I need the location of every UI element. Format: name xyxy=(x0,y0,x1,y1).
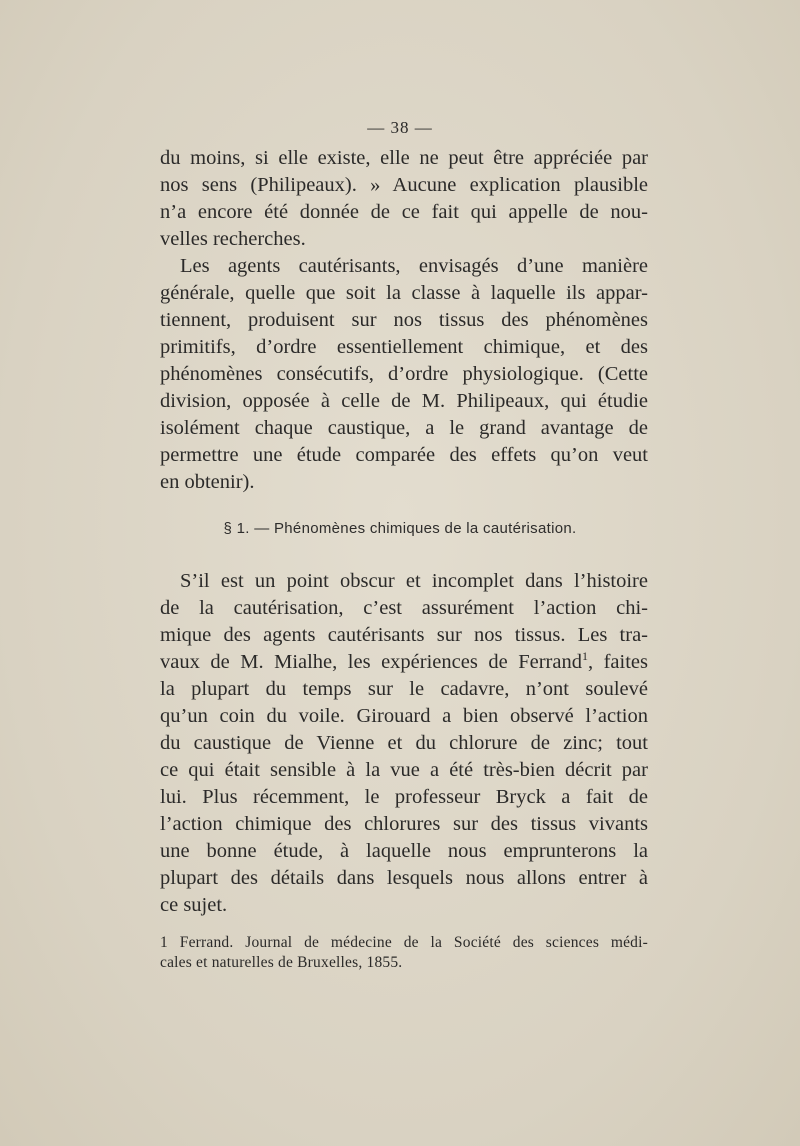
section-heading: § 1. — Phénomènes chimiques de la cautérisation. xyxy=(223,520,577,537)
footnote-text: Ferrand. Journal de médecine de la Société des sciences médi- xyxy=(179,934,649,951)
footnote-marker: 1 xyxy=(160,934,168,951)
page-number: — 38 — xyxy=(367,118,433,137)
text-line: la plupart du temps sur le cadavre, n’ont soulevé xyxy=(160,678,648,700)
text-line: nos sens (Philipeaux). » Aucune explication plausible xyxy=(160,174,648,196)
text-line: isolément chaque caustique, a le grand avantage de xyxy=(160,417,648,439)
paragraph-continuation xyxy=(160,145,648,253)
text-line: ce sujet. xyxy=(160,894,228,916)
text-line: velles recherches. xyxy=(160,228,306,250)
text-line: en obtenir). xyxy=(160,471,255,493)
text-line: une bonne étude, à laquelle nous emprunterons la xyxy=(160,840,648,862)
footnote-reference[interactable]: 1 xyxy=(581,649,588,664)
text-line-with-footnote xyxy=(160,649,648,676)
text-line: qu’un coin du voile. Girouard a bien observé l’action xyxy=(160,705,648,727)
text-line: n’a encore été donnée de ce fait qui appelle de nou- xyxy=(160,201,648,223)
footnote-line xyxy=(160,933,648,953)
footnote xyxy=(160,933,648,973)
text-line: du moins, si elle existe, elle ne peut être appréciée par xyxy=(160,147,648,169)
text-line: primitifs, d’ordre essentiellement chimique, et des xyxy=(160,336,648,358)
text-fragment: vaux de M. Mialhe, les expériences de Ferrand xyxy=(160,651,582,673)
footnote-line: cales et naturelles de Bruxelles, 1855. xyxy=(160,954,403,971)
text-line: plupart des détails dans lesquels nous allons entrer à xyxy=(160,867,648,889)
text-line: ce qui était sensible à la vue a été très-bien décrit par xyxy=(160,759,648,781)
text-line: l’action chimique des chlorures sur des tissus vivants xyxy=(160,813,648,835)
text-line: phénomènes consécutifs, d’ordre physiologique. (Cette xyxy=(160,363,648,385)
text-line: lui. Plus récemment, le professeur Bryck a fait de xyxy=(160,786,648,808)
text-line: permettre une étude comparée des effets qu’on veut xyxy=(160,444,648,466)
text-line: division, opposée à celle de M. Philipeaux, qui étudie xyxy=(160,390,648,412)
text-line: générale, quelle que soit la classe à laquelle ils appar- xyxy=(160,282,648,304)
text-line: Les agents cautérisants, envisagés d’une manière xyxy=(180,255,648,277)
text-line: mique des agents cautérisants sur nos tissus. Les tra- xyxy=(160,624,648,646)
text-line: tiennent, produisent sur nos tissus des phénomènes xyxy=(160,309,648,331)
text-fragment: , faites xyxy=(587,651,648,673)
paragraph-agents xyxy=(160,253,648,496)
paragraph-section-1 xyxy=(160,568,648,919)
text-line: de la cautérisation, c’est assurément l’action chi- xyxy=(160,597,648,619)
text-line: S’il est un point obscur et incomplet dans l’histoire xyxy=(180,570,648,592)
text-line: du caustique de Vienne et du chlorure de zinc; tout xyxy=(160,732,648,754)
